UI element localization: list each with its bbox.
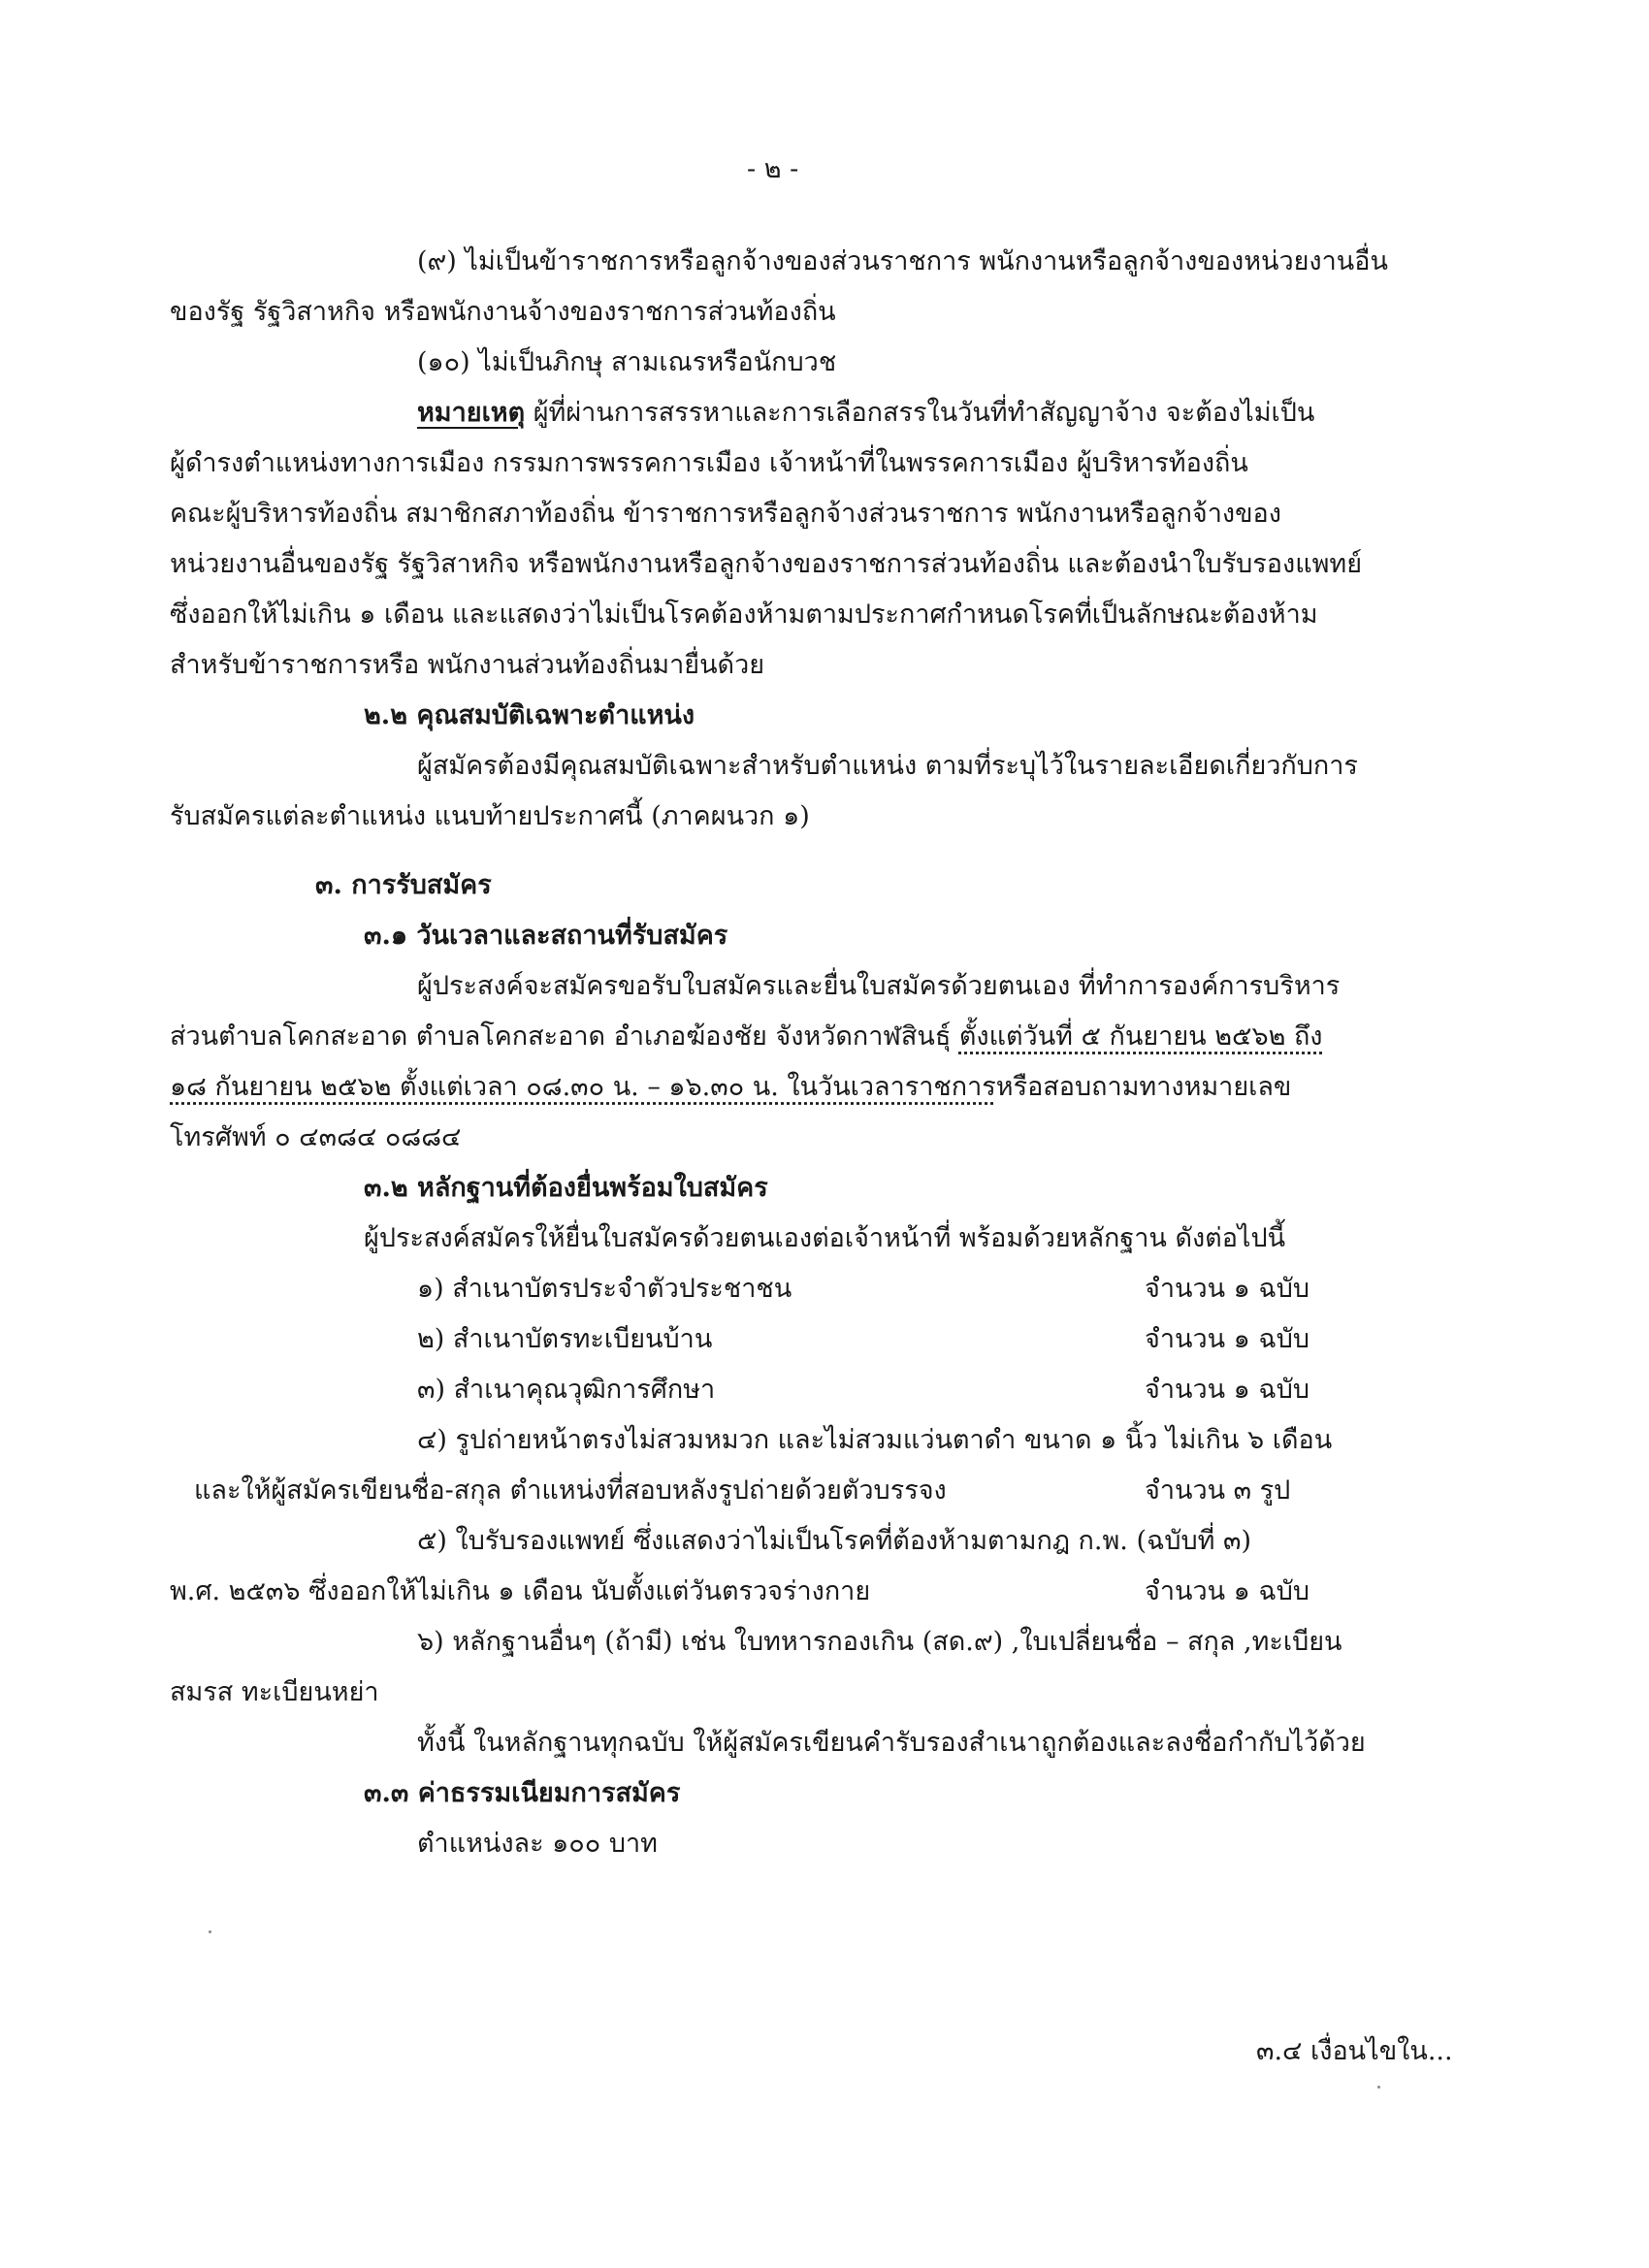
doc4-qty: จำนวน ๓ รูป	[1145, 1475, 1291, 1506]
footer-continuation: ๓.๔ เงื่อนไขใน...	[1256, 2036, 1453, 2066]
sec22-heading: ๒.๒ คุณสมบัติเฉพาะตำแหน่ง	[364, 700, 695, 730]
doc4-line1: ๔) รูปถ่ายหน้าตรงไม่สวมหมวก และไม่สวมแว่นตาดำ ขนาด ๑ นิ้ว ไม่เกิน ๖ เดือน	[417, 1425, 1333, 1455]
sec31-line2b: ตั้งแต่วันที่ ๕ กันยายน ๒๕๖๒ ถึง	[958, 1021, 1323, 1052]
doc3: ๓) สำเนาคุณวุฒิการศึกษา	[417, 1375, 716, 1405]
doc3-qty: จำนวน ๑ ฉบับ	[1145, 1375, 1310, 1405]
item9-line2: ของรัฐ รัฐวิสาหกิจ หรือพนักงานจ้างของราชการส่วนท้องถิ่น	[170, 297, 836, 327]
remark-line6: สำหรับข้าราชการหรือ พนักงานส่วนท้องถิ่นมายื่นด้วย	[170, 650, 765, 680]
sec33-line1: ตำแหน่งละ ๑๐๐ บาท	[417, 1829, 658, 1859]
sec31-line3	[170, 1068, 1291, 1107]
doc5-line2: พ.ศ. ๒๕๓๖ ซึ่งออกให้ไม่เกิน ๑ เดือน นับตั้งแต่วันตรวจร่างกาย	[170, 1576, 871, 1606]
sec31-line4: โทรศัพท์ ๐ ๔๓๘๔ ๐๘๘๔	[170, 1122, 462, 1152]
remark-label: หมายเหตุ	[417, 398, 526, 428]
remark-line4: หน่วยงานอื่นของรัฐ รัฐวิสาหกิจ หรือพนักงานหรือลูกจ้างของราชการส่วนท้องถิ่น และต้องนำใบรับรองแพทย์	[170, 549, 1363, 579]
sec32-heading: ๓.๒ หลักฐานที่ต้องยื่นพร้อมใบสมัคร	[364, 1173, 768, 1203]
sec32-note: ทั้งนี้ ในหลักฐานทุกฉบับ ให้ผู้สมัครเขียนคำรับรองสำเนาถูกต้องและลงชื่อกำกับไว้ด้วย	[417, 1728, 1366, 1758]
sec31-line3a: ๑๘ กันยายน ๒๕๖๒ ตั้งแต่เวลา ๐๘.๓๐ น. – ๑๖.๓๐ น. ในวันเวลาราชการ	[170, 1072, 996, 1102]
sec31-line2	[170, 1018, 1323, 1056]
sec32-intro: ผู้ประสงค์สมัครให้ยื่นใบสมัครด้วยตนเองต่อเจ้าหน้าที่ พร้อมด้วยหลักฐาน ดังต่อไปนี้	[364, 1223, 1286, 1253]
sec22-line1: ผู้สมัครต้องมีคุณสมบัติเฉพาะสำหรับตำแหน่ง ตามที่ระบุไว้ในรายละเอียดเกี่ยวกับการ	[417, 751, 1358, 781]
sec3-heading: ๓. การรับสมัคร	[315, 870, 492, 900]
item9-line1: (๙) ไม่เป็นข้าราชการหรือลูกจ้างของส่วนราชการ พนักงานหรือลูกจ้างของหน่วยงานอื่น	[417, 246, 1388, 276]
remark-line5: ซึ่งออกให้ไม่เกิน ๑ เดือน และแสดงว่าไม่เป็นโรคต้องห้ามตามประกาศกำหนดโรคที่เป็นลักษณะต้องห้าม	[170, 599, 1318, 630]
sec33-heading: ๓.๓ ค่าธรรมเนียมการสมัคร	[364, 1778, 681, 1808]
scan-speck	[209, 1930, 211, 1933]
sec31-line2a: ส่วนตำบลโคกสะอาด ตำบลโคกสะอาด อำเภอฆ้องชัย จังหวัดกาฬสินธุ์	[170, 1021, 959, 1052]
page-number: - ๒ -	[747, 154, 799, 184]
doc1-qty: จำนวน ๑ ฉบับ	[1145, 1274, 1310, 1304]
doc5-qty: จำนวน ๑ ฉบับ	[1145, 1576, 1310, 1606]
doc5-line1: ๕) ใบรับรองแพทย์ ซึ่งแสดงว่าไม่เป็นโรคที่ต้องห้ามตามกฎ ก.พ. (ฉบับที่ ๓)	[417, 1526, 1252, 1556]
sec31-heading: ๓.๑ วันเวลาและสถานที่รับสมัคร	[364, 921, 728, 951]
doc4-line2: และให้ผู้สมัครเขียนชื่อ-สกุล ตำแหน่งที่สอบหลังรูปถ่ายด้วยตัวบรรจง	[194, 1475, 947, 1506]
remark-line1	[417, 394, 1314, 433]
doc2-qty: จำนวน ๑ ฉบับ	[1145, 1324, 1310, 1354]
item10: (๑๐) ไม่เป็นภิกษุ สามเณรหรือนักบวช	[417, 347, 837, 377]
remark-line2: ผู้ดำรงตำแหน่งทางการเมือง กรรมการพรรคการเมือง เจ้าหน้าที่ในพรรคการเมือง ผู้บริหารท้องถิ่น	[170, 448, 1248, 478]
remark-line3: คณะผู้บริหารท้องถิ่น สมาชิกสภาท้องถิ่น ข้าราชการหรือลูกจ้างส่วนราชการ พนักงานหรือลูกจ้างของ	[170, 499, 1281, 529]
doc6-line2: สมรส ทะเบียนหย่า	[170, 1677, 379, 1707]
doc1: ๑) สำเนาบัตรประจำตัวประชาชน	[417, 1274, 792, 1304]
sec31-line1: ผู้ประสงค์จะสมัครขอรับใบสมัครและยื่นใบสมัครด้วยตนเอง ที่ทำการองค์การบริหาร	[417, 971, 1341, 1001]
remark-line1-text: ผู้ที่ผ่านการสรรหาและการเลือกสรรในวันที่ทำสัญญาจ้าง จะต้องไม่เป็น	[525, 398, 1315, 428]
doc2: ๒) สำเนาบัตรทะเบียนบ้าน	[417, 1324, 713, 1354]
scan-speck	[1377, 2086, 1380, 2089]
sec22-line2: รับสมัครแต่ละตำแหน่ง แนบท้ายประกาศนี้ (ภาคผนวก ๑)	[170, 801, 810, 831]
doc6-line1: ๖) หลักฐานอื่นๆ (ถ้ามี) เช่น ใบทหารกองเกิน (สด.๙) ,ใบเปลี่ยนชื่อ – สกุล ,ทะเบียน	[417, 1627, 1342, 1657]
sec31-line3b: หรือสอบถามทางหมายเลข	[995, 1072, 1292, 1102]
